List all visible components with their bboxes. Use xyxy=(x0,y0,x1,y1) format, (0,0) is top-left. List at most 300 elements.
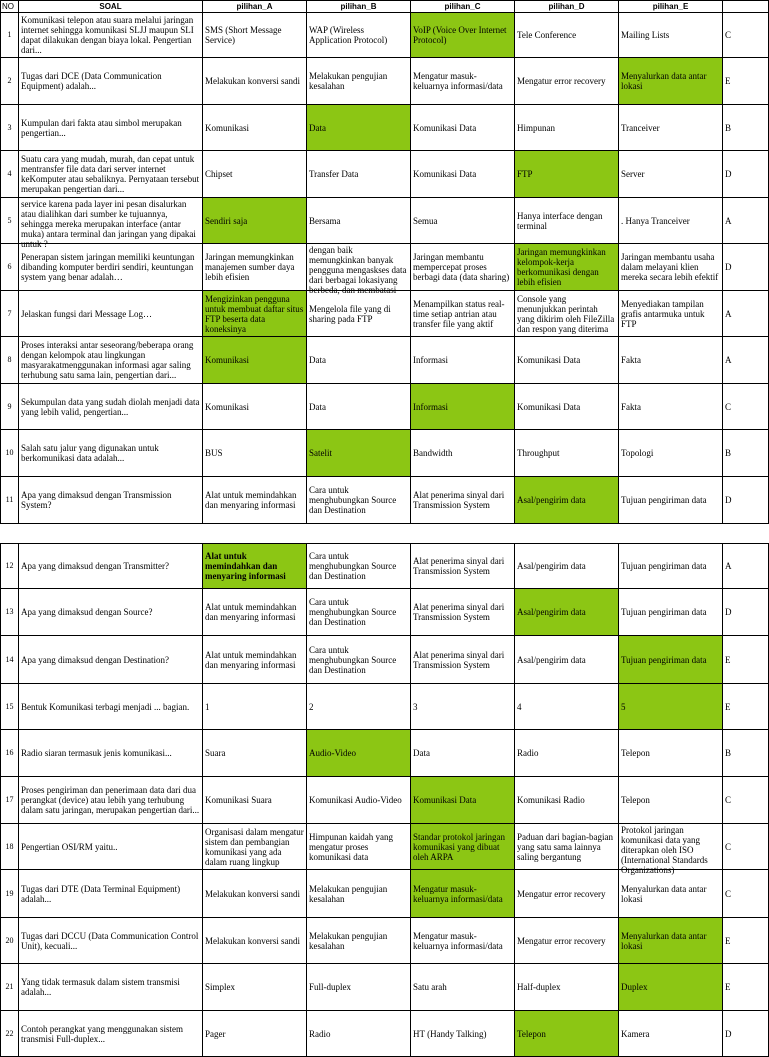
option-e-cell-text: Menyalurkan data antar lokasi xyxy=(621,883,707,904)
header-pilihan-c: pilihan_C xyxy=(411,1,515,13)
question-text-text: Salah satu jalur yang digunakan untuk berkomunikasi data adalah... xyxy=(21,443,159,463)
question-text xyxy=(19,430,203,477)
option-e-cell-text: Fakta xyxy=(621,401,641,412)
option-b-cell-text: Himpunan kaidah yang mengatur proses komunikasi data xyxy=(309,831,393,862)
table-row xyxy=(1,477,769,524)
answer-key-text: D xyxy=(725,495,732,505)
option-c-cell-text: Informasi xyxy=(413,401,448,412)
option-d-cell-text: Paduan dari bagian-bagian yang satu sama lainnya saling bergantung xyxy=(517,831,613,862)
table-row xyxy=(1,730,769,777)
answer-key xyxy=(723,291,769,337)
option-b-cell-text: Radio xyxy=(309,1028,331,1039)
question-text xyxy=(19,13,203,58)
question-text xyxy=(19,870,203,918)
option-b-cell-text: Melakukan pengujian kesalahan xyxy=(309,883,388,904)
option-c-cell-text: Komunikasi Data xyxy=(413,122,477,133)
question-text xyxy=(19,824,203,870)
question-text xyxy=(19,544,203,589)
option-d-cell-text: FTP xyxy=(517,169,533,179)
answer-key-text: E xyxy=(725,701,731,712)
answer-key-text: A xyxy=(725,308,732,319)
table-row xyxy=(1,636,769,684)
option-a-cell xyxy=(203,777,307,824)
option-b-cell xyxy=(307,291,411,337)
option-c-cell xyxy=(411,58,515,105)
question-number xyxy=(1,1011,19,1057)
option-a-cell xyxy=(203,824,307,870)
option-e-cell xyxy=(619,730,723,777)
option-d-cell-text: Tele Conference xyxy=(517,30,577,40)
option-c-cell-text: Menampilkan status real-time setiap antrian atau transfer file yang aktif xyxy=(413,298,505,329)
header-pilihan-d: pilihan_D xyxy=(515,1,619,13)
question-number xyxy=(1,870,19,918)
question-text xyxy=(19,151,203,198)
table-row xyxy=(1,105,769,151)
question-number-text: 11 xyxy=(5,495,14,504)
option-c-cell-text: Alat penerima sinyal dari Transmission System xyxy=(413,602,505,622)
table-row xyxy=(1,777,769,824)
option-e-cell-text: 5 xyxy=(621,701,626,712)
question-number-text: 6 xyxy=(7,262,12,271)
question-text xyxy=(19,684,203,730)
question-text-text: Tugas dari DCCU (Data Communication Control Unit), kecuali... xyxy=(21,930,199,951)
answer-key xyxy=(723,684,769,730)
option-c-cell-text: Komunikasi Data xyxy=(413,169,477,179)
header-pilihan-a: pilihan_A xyxy=(203,1,307,13)
question-number-text: 2 xyxy=(7,76,12,85)
option-d-cell xyxy=(515,384,619,430)
question-number-text: 15 xyxy=(5,701,14,711)
answer-key xyxy=(723,151,769,198)
table-row xyxy=(1,151,769,198)
option-a-cell xyxy=(203,918,307,964)
question-text xyxy=(19,198,203,249)
option-a-cell xyxy=(203,964,307,1011)
option-b-cell xyxy=(307,918,411,964)
option-a-cell xyxy=(203,870,307,918)
option-e-cell xyxy=(619,589,723,636)
option-e-cell xyxy=(619,870,723,918)
answer-key xyxy=(723,105,769,151)
option-c-cell xyxy=(411,337,515,384)
question-number xyxy=(1,13,19,58)
table-body-2 xyxy=(1,544,769,1057)
question-text-text: Komunikasi telepon atau suara melalui jaringan internet sehingga komunikasi SLJJ maupun SLI dapat dilakukan dengan biaya lokal. Pengertian dari... xyxy=(21,15,194,55)
question-text-text: service karena pada layer ini pesan disalurkan atau dialihkan dari sumber ke tujuannya, sehingga mereka merupakan interface (antar muka) antara terminal dan jaringan yang dipakai untuk ? xyxy=(21,199,196,249)
question-table-2 xyxy=(0,543,769,1057)
answer-key-text: C xyxy=(725,888,732,899)
option-d-cell-text: Throughput xyxy=(517,448,560,458)
option-d-cell xyxy=(515,777,619,824)
option-d-cell-text: Mengatur error recovery xyxy=(517,76,606,86)
option-a-cell-text: Komunikasi xyxy=(205,355,249,365)
option-c-cell-text: Alat penerima sinyal dari Transmission System xyxy=(413,556,505,576)
answer-key-text: A xyxy=(725,355,732,365)
answer-key xyxy=(723,824,769,870)
table-row xyxy=(1,870,769,918)
option-b-cell-text: Cara untuk menghubungkan Source dan Destination xyxy=(309,551,397,581)
table-row xyxy=(1,291,769,337)
option-e-cell-text: Menyediakan tampilan grafis antarmuka untuk FTP xyxy=(621,298,705,329)
option-b-cell-text: WAP (Wireless Application Protocol) xyxy=(309,25,388,45)
option-b-cell-text: Data xyxy=(309,355,326,365)
answer-key xyxy=(723,198,769,244)
option-d-cell-text: Console yang menunjukkan perintah yang dikirim oleh FileZilla dan respon yang diterima xyxy=(517,293,615,334)
option-a-cell-text: Melakukan konversi sandi xyxy=(205,935,300,946)
question-number xyxy=(1,824,19,870)
table-row xyxy=(1,13,769,58)
option-c-cell-text: Mengatur masuk-keluarnya informasi/data xyxy=(413,71,503,91)
option-d-cell xyxy=(515,13,619,58)
header-soal: SOAL xyxy=(19,1,203,13)
option-b-cell xyxy=(307,477,411,524)
option-c-cell-text: Informasi xyxy=(413,355,448,365)
question-text xyxy=(19,244,203,291)
option-b-cell-text: Cara untuk menghubungkan Source dan Destination xyxy=(309,644,397,675)
option-b-cell xyxy=(307,589,411,636)
option-b-cell-text: Melakukan pengujian kesalahan xyxy=(309,930,388,951)
option-d-cell-text: Mengatur error recovery xyxy=(517,888,606,899)
option-d-cell xyxy=(515,730,619,777)
question-number-text: 4 xyxy=(7,169,12,178)
option-b-cell xyxy=(307,13,411,58)
answer-key-text: D xyxy=(725,1028,732,1039)
option-a-cell-text: Alat untuk memindahkan dan menyaring informasi xyxy=(205,602,297,622)
option-b-cell-text: Bersama xyxy=(309,215,341,226)
option-e-cell xyxy=(619,918,723,964)
option-d-cell xyxy=(515,151,619,198)
option-e-cell xyxy=(619,777,723,824)
question-number xyxy=(1,151,19,198)
option-b-cell xyxy=(307,337,411,384)
option-c-cell-text: Mengatur masuk-keluarnya informasi/data xyxy=(413,883,503,904)
option-b-cell-text: Data xyxy=(309,401,326,412)
option-e-cell-text: Tranceiver xyxy=(621,122,660,133)
question-text-text: Bentuk Komunikasi terbagi menjadi ... bagian. xyxy=(21,701,190,712)
table-row xyxy=(1,430,769,477)
answer-key xyxy=(723,918,769,964)
table-body-1 xyxy=(1,13,769,524)
answer-key xyxy=(723,384,769,430)
question-number xyxy=(1,636,19,684)
option-a-cell-text: Jaringan memungkinkan manajemen sumber daya lebih efisien xyxy=(205,252,295,282)
option-e-cell-text: Mailing Lists xyxy=(621,30,670,40)
option-e-cell xyxy=(619,824,723,875)
option-b-cell xyxy=(307,244,411,295)
option-d-cell xyxy=(515,430,619,477)
option-d-cell-text: Komunikasi Data xyxy=(517,401,581,412)
question-text-text: Jelaskan fungsi dari Message Log… xyxy=(21,308,152,319)
question-number xyxy=(1,291,19,337)
option-d-cell xyxy=(515,244,619,291)
option-a-cell-text: Melakukan konversi sandi xyxy=(205,888,300,899)
option-a-cell-text: Alat untuk memindahkan dan menyaring informasi xyxy=(205,490,297,510)
question-text xyxy=(19,337,203,384)
question-number-text: 19 xyxy=(5,888,14,898)
option-e-cell xyxy=(619,198,723,244)
option-d-cell-text: Mengatur error recovery xyxy=(517,935,606,946)
option-c-cell-text: Alat penerima sinyal dari Transmission System xyxy=(413,490,505,510)
question-text xyxy=(19,58,203,105)
option-b-cell-text: Melakukan pengujian kesalahan xyxy=(309,71,388,91)
option-c-cell-text: Jaringan membantu mempercepat proses berbagi data (data sharing) xyxy=(413,252,510,282)
option-e-cell-text: . Hanya Tranceiver xyxy=(621,215,690,226)
answer-key xyxy=(723,544,769,589)
question-number xyxy=(1,337,19,384)
question-number xyxy=(1,58,19,105)
option-d-cell-text: Komunikasi Radio xyxy=(517,795,585,805)
header-pilihan-e: pilihan_E xyxy=(619,1,723,13)
question-text xyxy=(19,384,203,430)
option-a-cell-text: Mengizinkan pengguna untuk membuat daftar situs FTP beserta data koneksinya xyxy=(205,293,304,334)
answer-key xyxy=(723,636,769,684)
option-d-cell xyxy=(515,1011,619,1057)
option-e-cell-text: Tujuan pengiriman data xyxy=(621,607,707,617)
answer-key-text: B xyxy=(725,122,732,133)
answer-key xyxy=(723,13,769,58)
question-text-text: Yang tidak termasuk dalam sistem transmisi adalah... xyxy=(21,977,180,997)
table-row xyxy=(1,684,769,730)
option-a-cell xyxy=(203,58,307,105)
answer-key-text: B xyxy=(725,448,732,458)
answer-key xyxy=(723,777,769,824)
option-e-cell-text: Menyalurkan data antar lokasi xyxy=(621,71,707,91)
option-b-cell xyxy=(307,964,411,1011)
option-d-cell-text: Asal/pengirim data xyxy=(517,495,586,505)
option-e-cell xyxy=(619,684,723,730)
option-b-cell xyxy=(307,151,411,198)
question-text-text: Tugas dari DCE (Data Communication Equipment) adalah... xyxy=(21,71,162,91)
option-d-cell-text: 4 xyxy=(517,701,522,712)
answer-key-text: C xyxy=(725,841,732,852)
answer-key xyxy=(723,430,769,477)
option-e-cell-text: Telepon xyxy=(621,748,650,758)
option-d-cell xyxy=(515,636,619,684)
option-e-cell xyxy=(619,13,723,58)
option-a-cell-text: Melakukan konversi sandi xyxy=(205,76,300,86)
option-e-cell-text: Topologi xyxy=(621,448,654,458)
answer-key-text: B xyxy=(725,748,732,758)
option-e-cell xyxy=(619,291,723,337)
option-e-cell-text: Fakta xyxy=(621,355,641,365)
option-b-cell-text: Satelit xyxy=(309,448,332,458)
question-number xyxy=(1,544,19,589)
table-row xyxy=(1,244,769,291)
option-c-cell xyxy=(411,589,515,636)
option-c-cell xyxy=(411,384,515,430)
answer-key xyxy=(723,589,769,636)
question-sheet-bottom xyxy=(0,543,768,1057)
option-e-cell-text: Tujuan pengiriman data xyxy=(621,654,707,665)
option-a-cell-text: Alat untuk memindahkan dan menyaring informasi xyxy=(205,649,297,670)
option-d-cell-text: Asal/pengirim data xyxy=(517,607,586,617)
question-number-text: 14 xyxy=(5,654,14,664)
option-e-cell-text: Tujuan pengiriman data xyxy=(621,495,707,505)
question-text xyxy=(19,589,203,636)
option-d-cell xyxy=(515,477,619,524)
table-row xyxy=(1,198,769,244)
answer-key-text: A xyxy=(725,561,732,571)
option-a-cell xyxy=(203,105,307,151)
option-c-cell-text: Alat penerima sinyal dari Transmission System xyxy=(413,649,505,670)
option-b-cell-text: dengan baik memungkinkan banyak pengguna mengaskses data dari berbagai lokasiyang berbeda, dan membatasi xyxy=(309,245,407,295)
option-d-cell-text: Jaringan memungkinkan kelompok-kerja berkomunikasi dengan lebih efisien xyxy=(517,247,606,287)
option-b-cell-text: Komunikasi Audio-Video xyxy=(309,795,402,805)
table-row xyxy=(1,1011,769,1057)
question-number xyxy=(1,589,19,636)
option-c-cell-text: Bandwidth xyxy=(413,448,453,458)
option-d-cell xyxy=(515,870,619,918)
question-number-text: 17 xyxy=(5,795,14,804)
question-text-text: Apa yang dimaksud dengan Source? xyxy=(21,607,153,617)
option-c-cell-text: Data xyxy=(413,748,430,758)
option-b-cell-text: 2 xyxy=(309,701,314,712)
option-b-cell xyxy=(307,777,411,824)
question-text-text: Penerapan sistem jaringan memiliki keuntungan dibanding komputer berdiri sendiri, keuntungan system yang benar adalah… xyxy=(21,252,195,282)
option-c-cell-text: 3 xyxy=(413,701,418,712)
option-e-cell-text: Kamera xyxy=(621,1028,650,1039)
option-e-cell-text: Protokol jaringan komunikasi data yang diterapkan oleh ISO (International Standards Organizations) xyxy=(621,825,708,875)
question-number-text: 1 xyxy=(7,30,12,39)
option-a-cell xyxy=(203,384,307,430)
option-a-cell xyxy=(203,544,307,589)
table-row xyxy=(1,337,769,384)
question-text-text: Suatu cara yang mudah, murah, dan cepat untuk mentransfer file data dari server internet keKomputer atau sebaliknya. Pernyataan tersebut merupakan pengertian dari... xyxy=(21,154,200,194)
option-b-cell xyxy=(307,870,411,918)
option-a-cell xyxy=(203,151,307,198)
option-b-cell-text: Data xyxy=(309,122,326,133)
option-d-cell-text: Half-duplex xyxy=(517,982,561,992)
question-text-text: Apa yang dimaksud dengan Transmitter? xyxy=(21,561,169,571)
option-e-cell xyxy=(619,337,723,384)
option-a-cell-text: Chipset xyxy=(205,169,233,179)
option-b-cell xyxy=(307,430,411,477)
question-text xyxy=(19,964,203,1011)
question-number-text: 21 xyxy=(5,982,14,991)
option-c-cell xyxy=(411,1011,515,1057)
question-text-text: Proses interaksi antar seseorang/beberapa orang dengan kelompok atau lingkungan masyarakatmenggunakan informasi agar saling terhubung satu sama lain, pengertian dari... xyxy=(21,340,194,380)
option-a-cell-text: BUS xyxy=(205,448,223,458)
answer-key xyxy=(723,477,769,524)
question-number-text: 18 xyxy=(5,841,14,851)
option-b-cell xyxy=(307,58,411,105)
option-a-cell-text: Komunikasi xyxy=(205,401,249,412)
answer-key-text: E xyxy=(725,982,731,992)
option-c-cell xyxy=(411,824,515,870)
answer-key-text: E xyxy=(725,76,731,86)
option-e-cell xyxy=(619,477,723,524)
option-c-cell xyxy=(411,636,515,684)
option-e-cell xyxy=(619,58,723,105)
option-b-cell-text: Cara untuk menghubungkan Source dan Destination xyxy=(309,485,397,515)
question-text xyxy=(19,477,203,524)
question-text-text: Kumpulan dari fakta atau simbol merupakan pengertian... xyxy=(21,117,182,138)
option-e-cell xyxy=(619,964,723,1011)
option-c-cell xyxy=(411,291,515,337)
option-a-cell xyxy=(203,291,307,337)
table-row xyxy=(1,918,769,964)
option-a-cell xyxy=(203,589,307,636)
question-number xyxy=(1,105,19,151)
option-d-cell-text: Radio xyxy=(517,748,539,758)
option-a-cell-text: Organisasi dalam mengatur sistem dan pembangian komunikasi yang ada dalam ruang lingkup xyxy=(205,826,304,867)
question-text xyxy=(19,636,203,684)
question-text-text: Tugas dari DTE (Data Terminal Equipment) adalah... xyxy=(21,883,181,904)
option-a-cell xyxy=(203,477,307,524)
option-d-cell xyxy=(515,58,619,105)
table-row xyxy=(1,589,769,636)
option-a-cell-text: Sendiri saja xyxy=(205,215,248,226)
option-b-cell xyxy=(307,824,411,870)
option-c-cell xyxy=(411,544,515,589)
question-number-text: 16 xyxy=(5,748,14,757)
header-pilihan-b: pilihan_B xyxy=(307,1,411,13)
option-e-cell xyxy=(619,151,723,198)
option-d-cell xyxy=(515,824,619,870)
option-e-cell-text: Tujuan pengiriman data xyxy=(621,561,707,571)
question-text-text: Apa yang dimaksud dengan Destination? xyxy=(21,654,169,665)
answer-key xyxy=(723,337,769,384)
header-row xyxy=(1,1,769,13)
answer-key-text: E xyxy=(725,654,731,665)
option-e-cell-text: Duplex xyxy=(621,982,648,992)
option-a-cell-text: 1 xyxy=(205,701,210,712)
option-c-cell xyxy=(411,964,515,1011)
option-b-cell xyxy=(307,684,411,730)
answer-key-text: C xyxy=(725,401,732,412)
table-row xyxy=(1,824,769,870)
option-e-cell xyxy=(619,1011,723,1057)
option-c-cell xyxy=(411,870,515,918)
option-e-cell-text: Server xyxy=(621,169,645,179)
table-row xyxy=(1,964,769,1011)
option-d-cell xyxy=(515,291,619,337)
option-a-cell xyxy=(203,13,307,58)
question-number-text: 3 xyxy=(7,122,12,132)
question-number xyxy=(1,730,19,777)
option-c-cell-text: Komunikasi Data xyxy=(413,795,477,805)
option-c-cell xyxy=(411,244,515,291)
option-e-cell xyxy=(619,544,723,589)
answer-key-text: C xyxy=(725,30,732,40)
option-b-cell xyxy=(307,544,411,589)
option-a-cell-text: Simplex xyxy=(205,982,236,992)
option-c-cell xyxy=(411,430,515,477)
option-e-cell xyxy=(619,244,723,291)
question-text-text: Radio siaran termasuk jenis komunikasi... xyxy=(21,748,172,758)
answer-key-text: D xyxy=(725,262,732,272)
answer-key xyxy=(723,1011,769,1057)
option-a-cell xyxy=(203,684,307,730)
question-text xyxy=(19,291,203,337)
option-b-cell-text: Cara untuk menghubungkan Source dan Destination xyxy=(309,597,397,627)
option-b-cell-text: Mengelola file yang di sharing pada FTP xyxy=(309,303,391,324)
question-text xyxy=(19,1011,203,1057)
option-c-cell xyxy=(411,13,515,58)
option-c-cell-text: Satu arah xyxy=(413,982,447,992)
option-c-cell-text: Mengatur masuk-keluarnya informasi/data xyxy=(413,930,503,951)
question-number-text: 5 xyxy=(7,215,12,225)
question-number xyxy=(1,430,19,477)
option-b-cell xyxy=(307,730,411,777)
question-text xyxy=(19,730,203,777)
question-table-1 xyxy=(0,0,769,524)
question-number-text: 20 xyxy=(5,935,14,945)
question-number xyxy=(1,918,19,964)
answer-key xyxy=(723,730,769,777)
question-number-text: 13 xyxy=(5,607,14,616)
table-row xyxy=(1,544,769,589)
